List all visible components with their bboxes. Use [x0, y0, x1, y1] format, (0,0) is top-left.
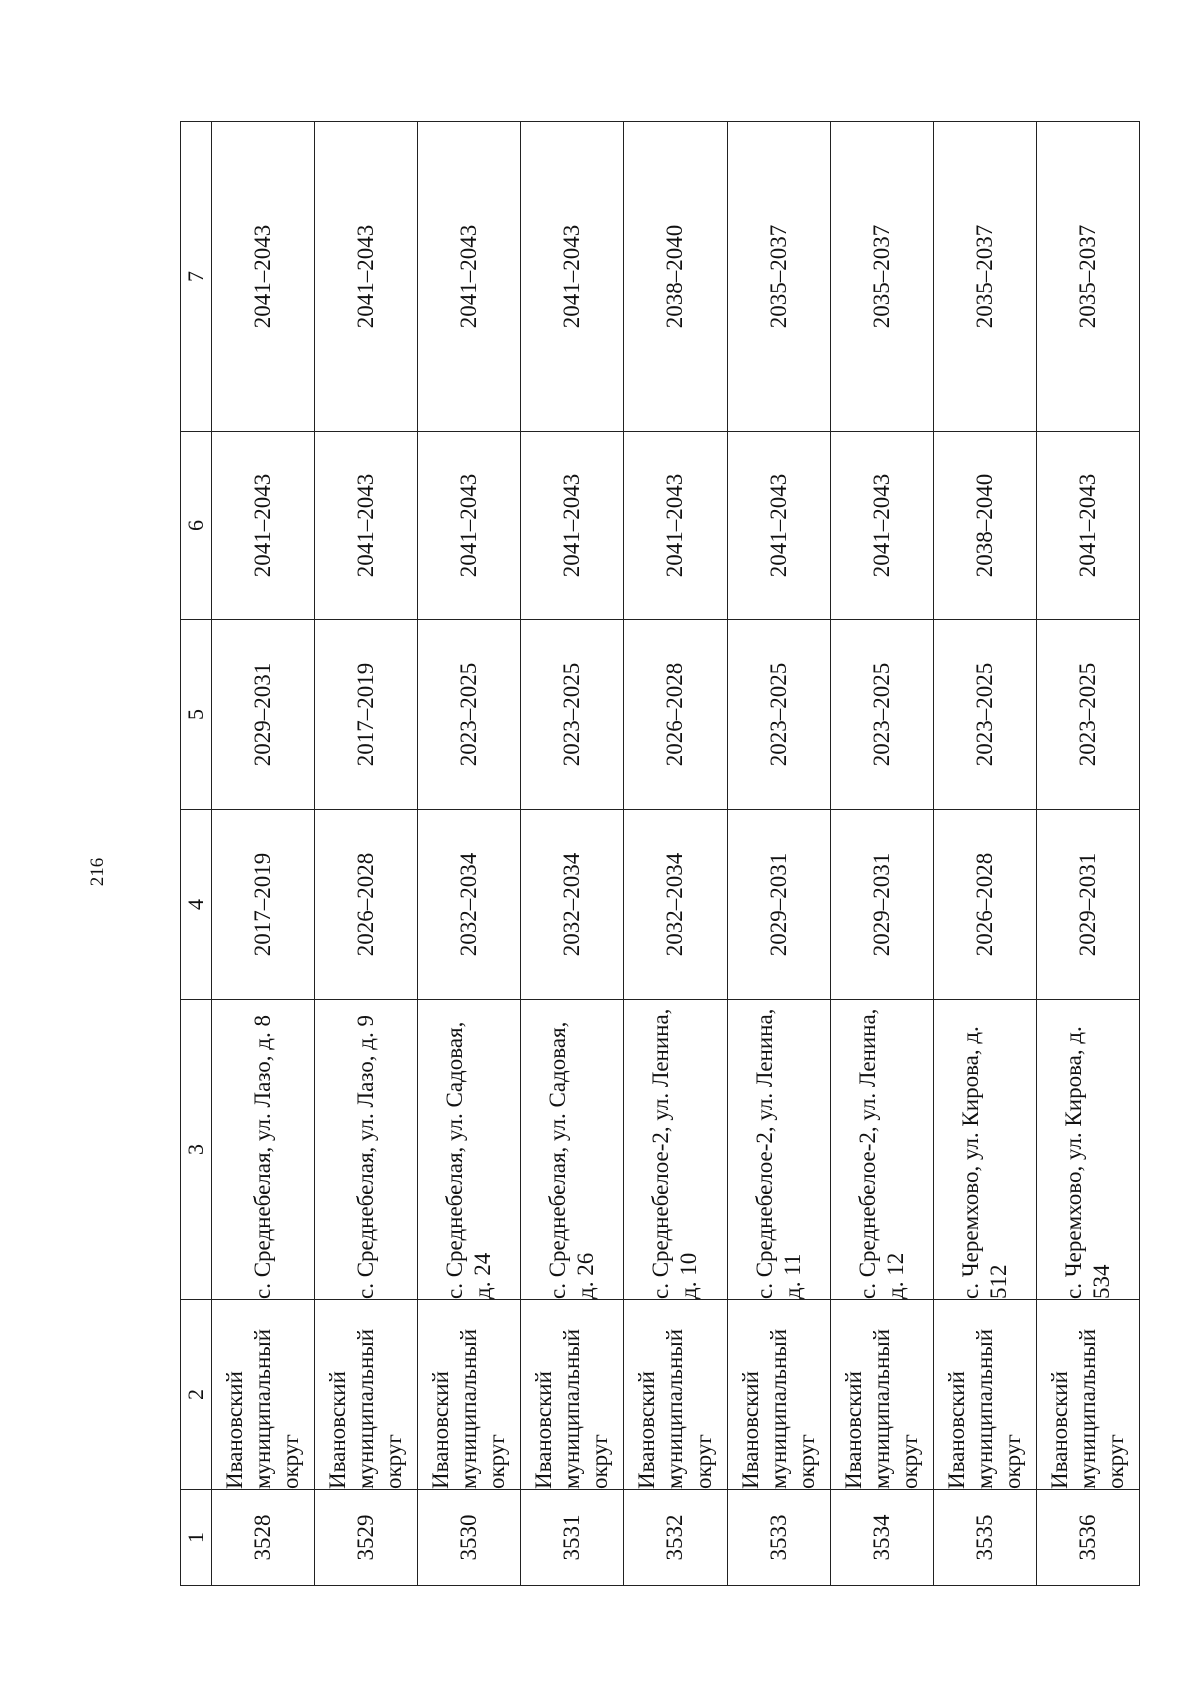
- period-cell-7: 2041–2043: [418, 122, 521, 432]
- address-cell: с. Среднебелая, ул. Лазо, д. 8: [212, 1000, 315, 1300]
- period-cell-6: 2041–2043: [624, 432, 727, 620]
- period-cell-6: 2041–2043: [418, 432, 521, 620]
- district-cell: Ивановский муниципальный округ: [830, 1300, 933, 1490]
- table-row: [521, 122, 624, 1586]
- period-cell-5: 2029–2031: [212, 620, 315, 810]
- district-cell: Ивановский муниципальный округ: [624, 1300, 727, 1490]
- period-cell-4: 2026–2028: [315, 810, 418, 1000]
- address-cell: с. Среднебелая, ул. Лазо, д. 9: [315, 1000, 418, 1300]
- period-cell-4: 2032–2034: [418, 810, 521, 1000]
- period-cell-5: 2023–2025: [418, 620, 521, 810]
- table-row: [212, 122, 315, 1586]
- row-number: 3536: [1036, 1490, 1139, 1586]
- column-header-2: 2: [181, 1300, 212, 1490]
- row-number: 3532: [624, 1490, 727, 1586]
- district-cell: Ивановский муниципальный округ: [1036, 1300, 1139, 1490]
- period-cell-7: 2035–2037: [933, 122, 1036, 432]
- column-number-row: [181, 122, 212, 1586]
- period-cell-7: 2038–2040: [624, 122, 727, 432]
- period-cell-7: 2035–2037: [1036, 122, 1139, 432]
- period-cell-5: 2017–2019: [315, 620, 418, 810]
- row-number: 3530: [418, 1490, 521, 1586]
- row-number: 3535: [933, 1490, 1036, 1586]
- table-row: [315, 122, 418, 1586]
- row-number: 3528: [212, 1490, 315, 1586]
- district-cell: Ивановский муниципальный округ: [212, 1300, 315, 1490]
- column-header-1: 1: [181, 1490, 212, 1586]
- table-row: [933, 122, 1036, 1586]
- table-row: [1036, 122, 1139, 1586]
- period-cell-4: 2029–2031: [830, 810, 933, 1000]
- address-cell: с. Черемхово, ул. Кирова, д. 534: [1036, 1000, 1139, 1300]
- column-header-6: 6: [181, 432, 212, 620]
- district-cell: Ивановский муниципальный округ: [315, 1300, 418, 1490]
- table-row: [727, 122, 830, 1586]
- table-container: [180, 122, 1140, 1586]
- period-cell-7: 2041–2043: [212, 122, 315, 432]
- housing-registry-table: [180, 121, 1140, 1586]
- address-cell: с. Среднебелое-2, ул. Ленина, д. 10: [624, 1000, 727, 1300]
- period-cell-4: 2017–2019: [212, 810, 315, 1000]
- period-cell-6: 2041–2043: [315, 432, 418, 620]
- period-cell-4: 2029–2031: [1036, 810, 1139, 1000]
- district-cell: Ивановский муниципальный округ: [418, 1300, 521, 1490]
- period-cell-5: 2023–2025: [1036, 620, 1139, 810]
- period-cell-7: 2041–2043: [315, 122, 418, 432]
- period-cell-4: 2032–2034: [521, 810, 624, 1000]
- address-cell: с. Среднебелая, ул. Садовая, д. 24: [418, 1000, 521, 1300]
- district-cell: Ивановский муниципальный округ: [521, 1300, 624, 1490]
- period-cell-6: 2038–2040: [933, 432, 1036, 620]
- period-cell-5: 2023–2025: [521, 620, 624, 810]
- column-header-4: 4: [181, 810, 212, 1000]
- period-cell-4: 2029–2031: [727, 810, 830, 1000]
- table-row: [624, 122, 727, 1586]
- table-row: [418, 122, 521, 1586]
- row-number: 3531: [521, 1490, 624, 1586]
- period-cell-5: 2023–2025: [830, 620, 933, 810]
- period-cell-6: 2041–2043: [830, 432, 933, 620]
- period-cell-6: 2041–2043: [727, 432, 830, 620]
- district-cell: Ивановский муниципальный округ: [727, 1300, 830, 1490]
- period-cell-7: 2041–2043: [521, 122, 624, 432]
- period-cell-5: 2026–2028: [624, 620, 727, 810]
- period-cell-7: 2035–2037: [727, 122, 830, 432]
- row-number: 3529: [315, 1490, 418, 1586]
- period-cell-6: 2041–2043: [521, 432, 624, 620]
- table-row: [830, 122, 933, 1586]
- column-header-3: 3: [181, 1000, 212, 1300]
- period-cell-7: 2035–2037: [830, 122, 933, 432]
- district-cell: Ивановский муниципальный округ: [933, 1300, 1036, 1490]
- address-cell: с. Среднебелая, ул. Садовая, д. 26: [521, 1000, 624, 1300]
- row-number: 3534: [830, 1490, 933, 1586]
- address-cell: с. Среднебелое-2, ул. Ленина, д. 11: [727, 1000, 830, 1300]
- period-cell-4: 2032–2034: [624, 810, 727, 1000]
- period-cell-5: 2023–2025: [933, 620, 1036, 810]
- row-number: 3533: [727, 1490, 830, 1586]
- page-number: 216: [87, 857, 108, 887]
- column-header-5: 5: [181, 620, 212, 810]
- period-cell-5: 2023–2025: [727, 620, 830, 810]
- period-cell-6: 2041–2043: [212, 432, 315, 620]
- period-cell-6: 2041–2043: [1036, 432, 1139, 620]
- address-cell: с. Среднебелое-2, ул. Ленина, д. 12: [830, 1000, 933, 1300]
- column-header-7: 7: [181, 122, 212, 432]
- period-cell-4: 2026–2028: [933, 810, 1036, 1000]
- address-cell: с. Черемхово, ул. Кирова, д. 512: [933, 1000, 1036, 1300]
